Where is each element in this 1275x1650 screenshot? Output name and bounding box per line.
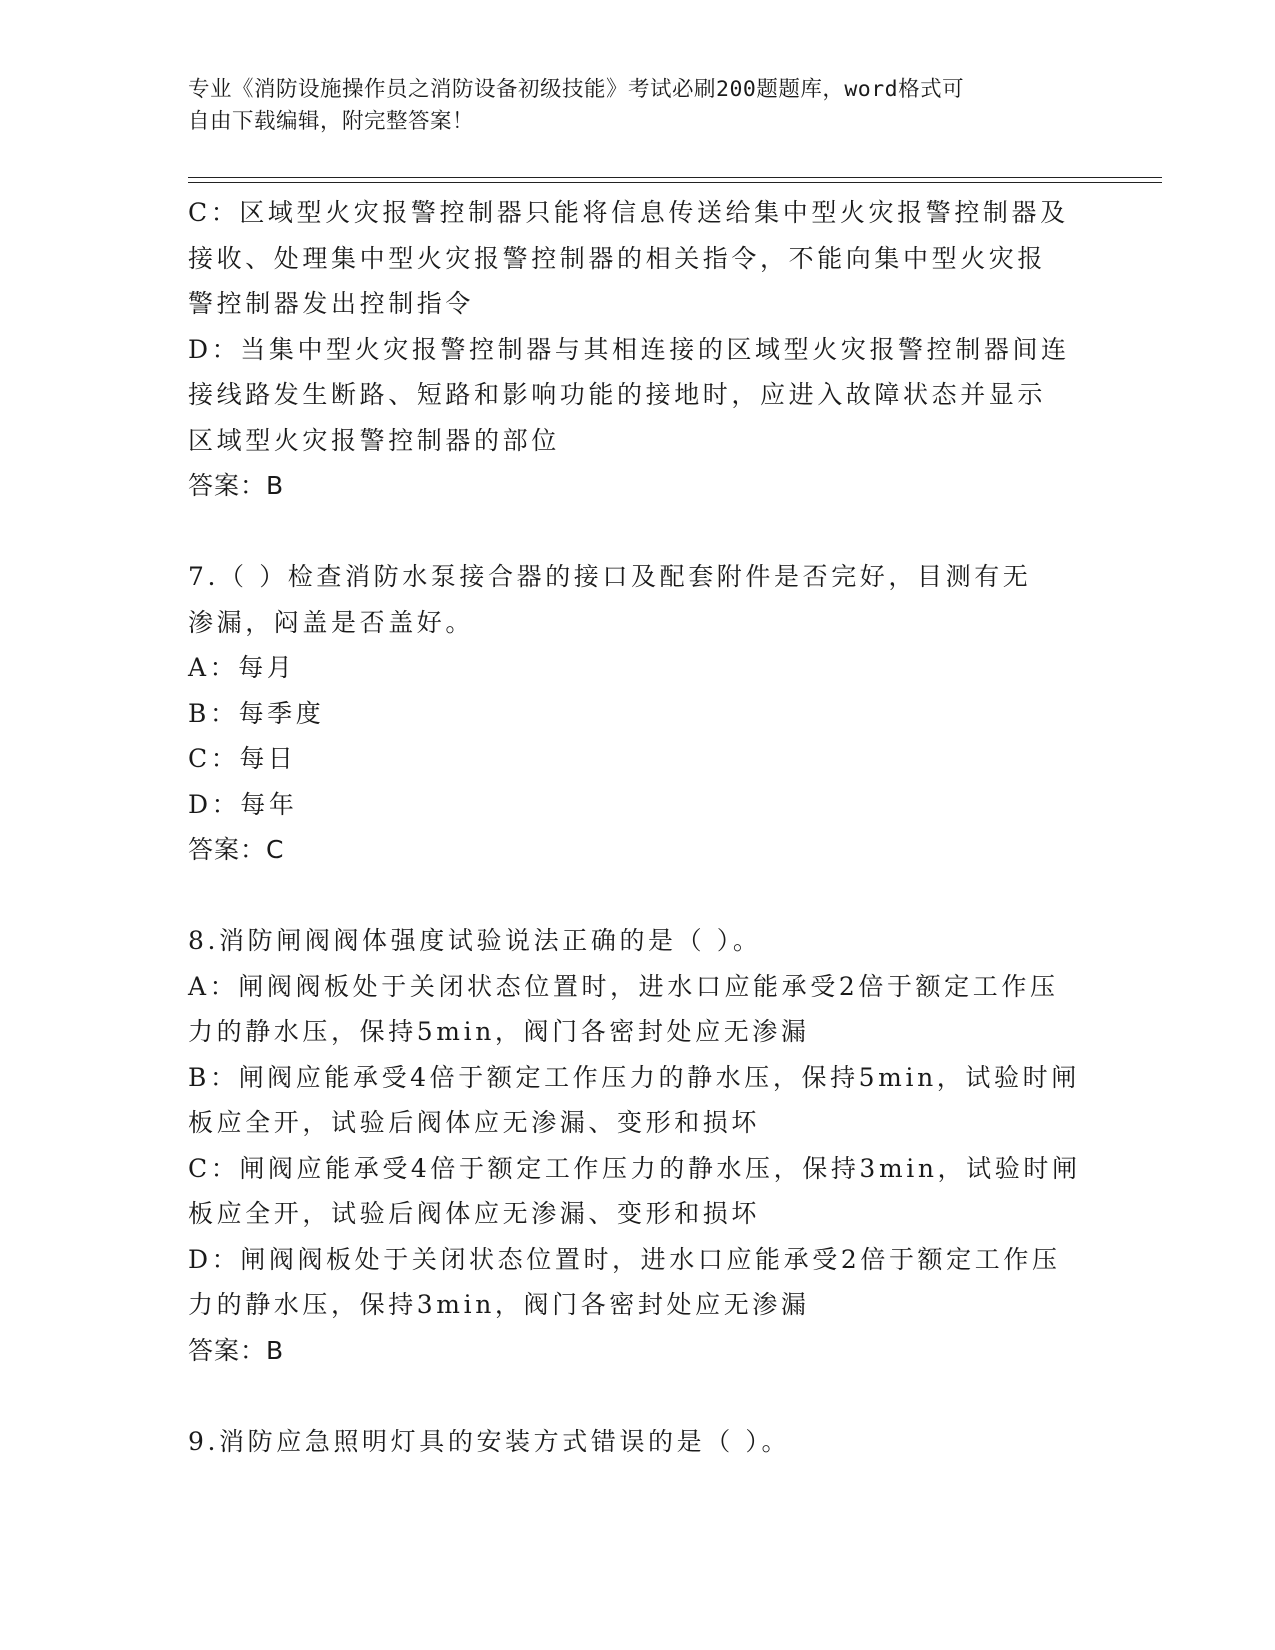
option-line: A：闸阀阀板处于关闭状态位置时，进水口应能承受2倍于额定工作压 [188,971,1059,1001]
option-c-line: 接收、处理集中型火灾报警控制器的相关指令，不能向集中型火灾报 [188,243,1047,273]
question-stem-line: 7.（ ）检查消防水泵接合器的接口及配套附件是否完好，目测有无 [188,562,1032,591]
question-stem-line: 9.消防应急照明灯具的安装方式错误的是（ ）。 [188,1426,791,1456]
option-line: 板应全开，试验后阀体应无渗漏、变形和损坏 [188,1108,761,1137]
header-line-1: 专业《消防设施操作员之消防设备初级技能》考试必刷200题题库，word格式可 [188,77,965,102]
option-d: D：每年 [188,789,298,819]
spacer [188,1373,1088,1419]
spacer [188,509,1088,555]
answer-label: 答案：C [188,835,285,864]
option-d-line: 接线路发生断路、短路和影响功能的接地时，应进入故障状态并显示 [188,380,1047,409]
question-stem-line: 渗漏，闷盖是否盖好。 [188,607,475,637]
option-b: B：每季度 [188,698,325,728]
answer-label: 答案：B [188,1335,285,1365]
question-7 [188,554,1088,873]
option-d-line: D：当集中型火灾报警控制器与其相连接的区域型火灾报警控制器间连 [188,334,1070,364]
question-6-continuation [188,190,1088,509]
option-line: D：闸阀阀板处于关闭状态位置时，进水口应能承受2倍于额定工作压 [188,1244,1061,1274]
header-divider-bottom [188,182,1162,183]
document-header [188,74,1088,138]
header-divider-top [188,177,1162,178]
option-d-line: 区域型火灾报警控制器的部位 [188,425,560,455]
spacer [188,873,1088,919]
option-line: 板应全开，试验后阀体应无渗漏、变形和损坏 [188,1199,761,1228]
option-a: A：每月 [188,653,296,682]
option-line: 力的静水压，保持3min，阀门各密封处应无渗漏 [188,1290,810,1319]
option-c-line: 警控制器发出控制指令 [188,289,475,318]
answer-label: 答案：B [188,471,285,500]
header-line-2: 自由下载编辑，附完整答案！ [188,109,475,134]
option-line: C：闸阀应能承受4倍于额定工作压力的静水压，保持3min，试验时闸 [188,1153,1081,1183]
question-9 [188,1419,1088,1465]
question-stem-line: 8.消防闸阀阀体强度试验说法正确的是（ ）。 [188,926,762,955]
question-content [188,190,1088,1464]
option-line: 力的静水压，保持5min，阀门各密封处应无渗漏 [188,1017,810,1046]
option-line: B：闸阀应能承受4倍于额定工作压力的静水压，保持5min，试验时闸 [188,1062,1080,1092]
question-8 [188,918,1088,1373]
option-c: C：每日 [188,744,297,773]
option-c-line: C：区域型火灾报警控制器只能将信息传送给集中型火灾报警控制器及 [188,198,1069,227]
